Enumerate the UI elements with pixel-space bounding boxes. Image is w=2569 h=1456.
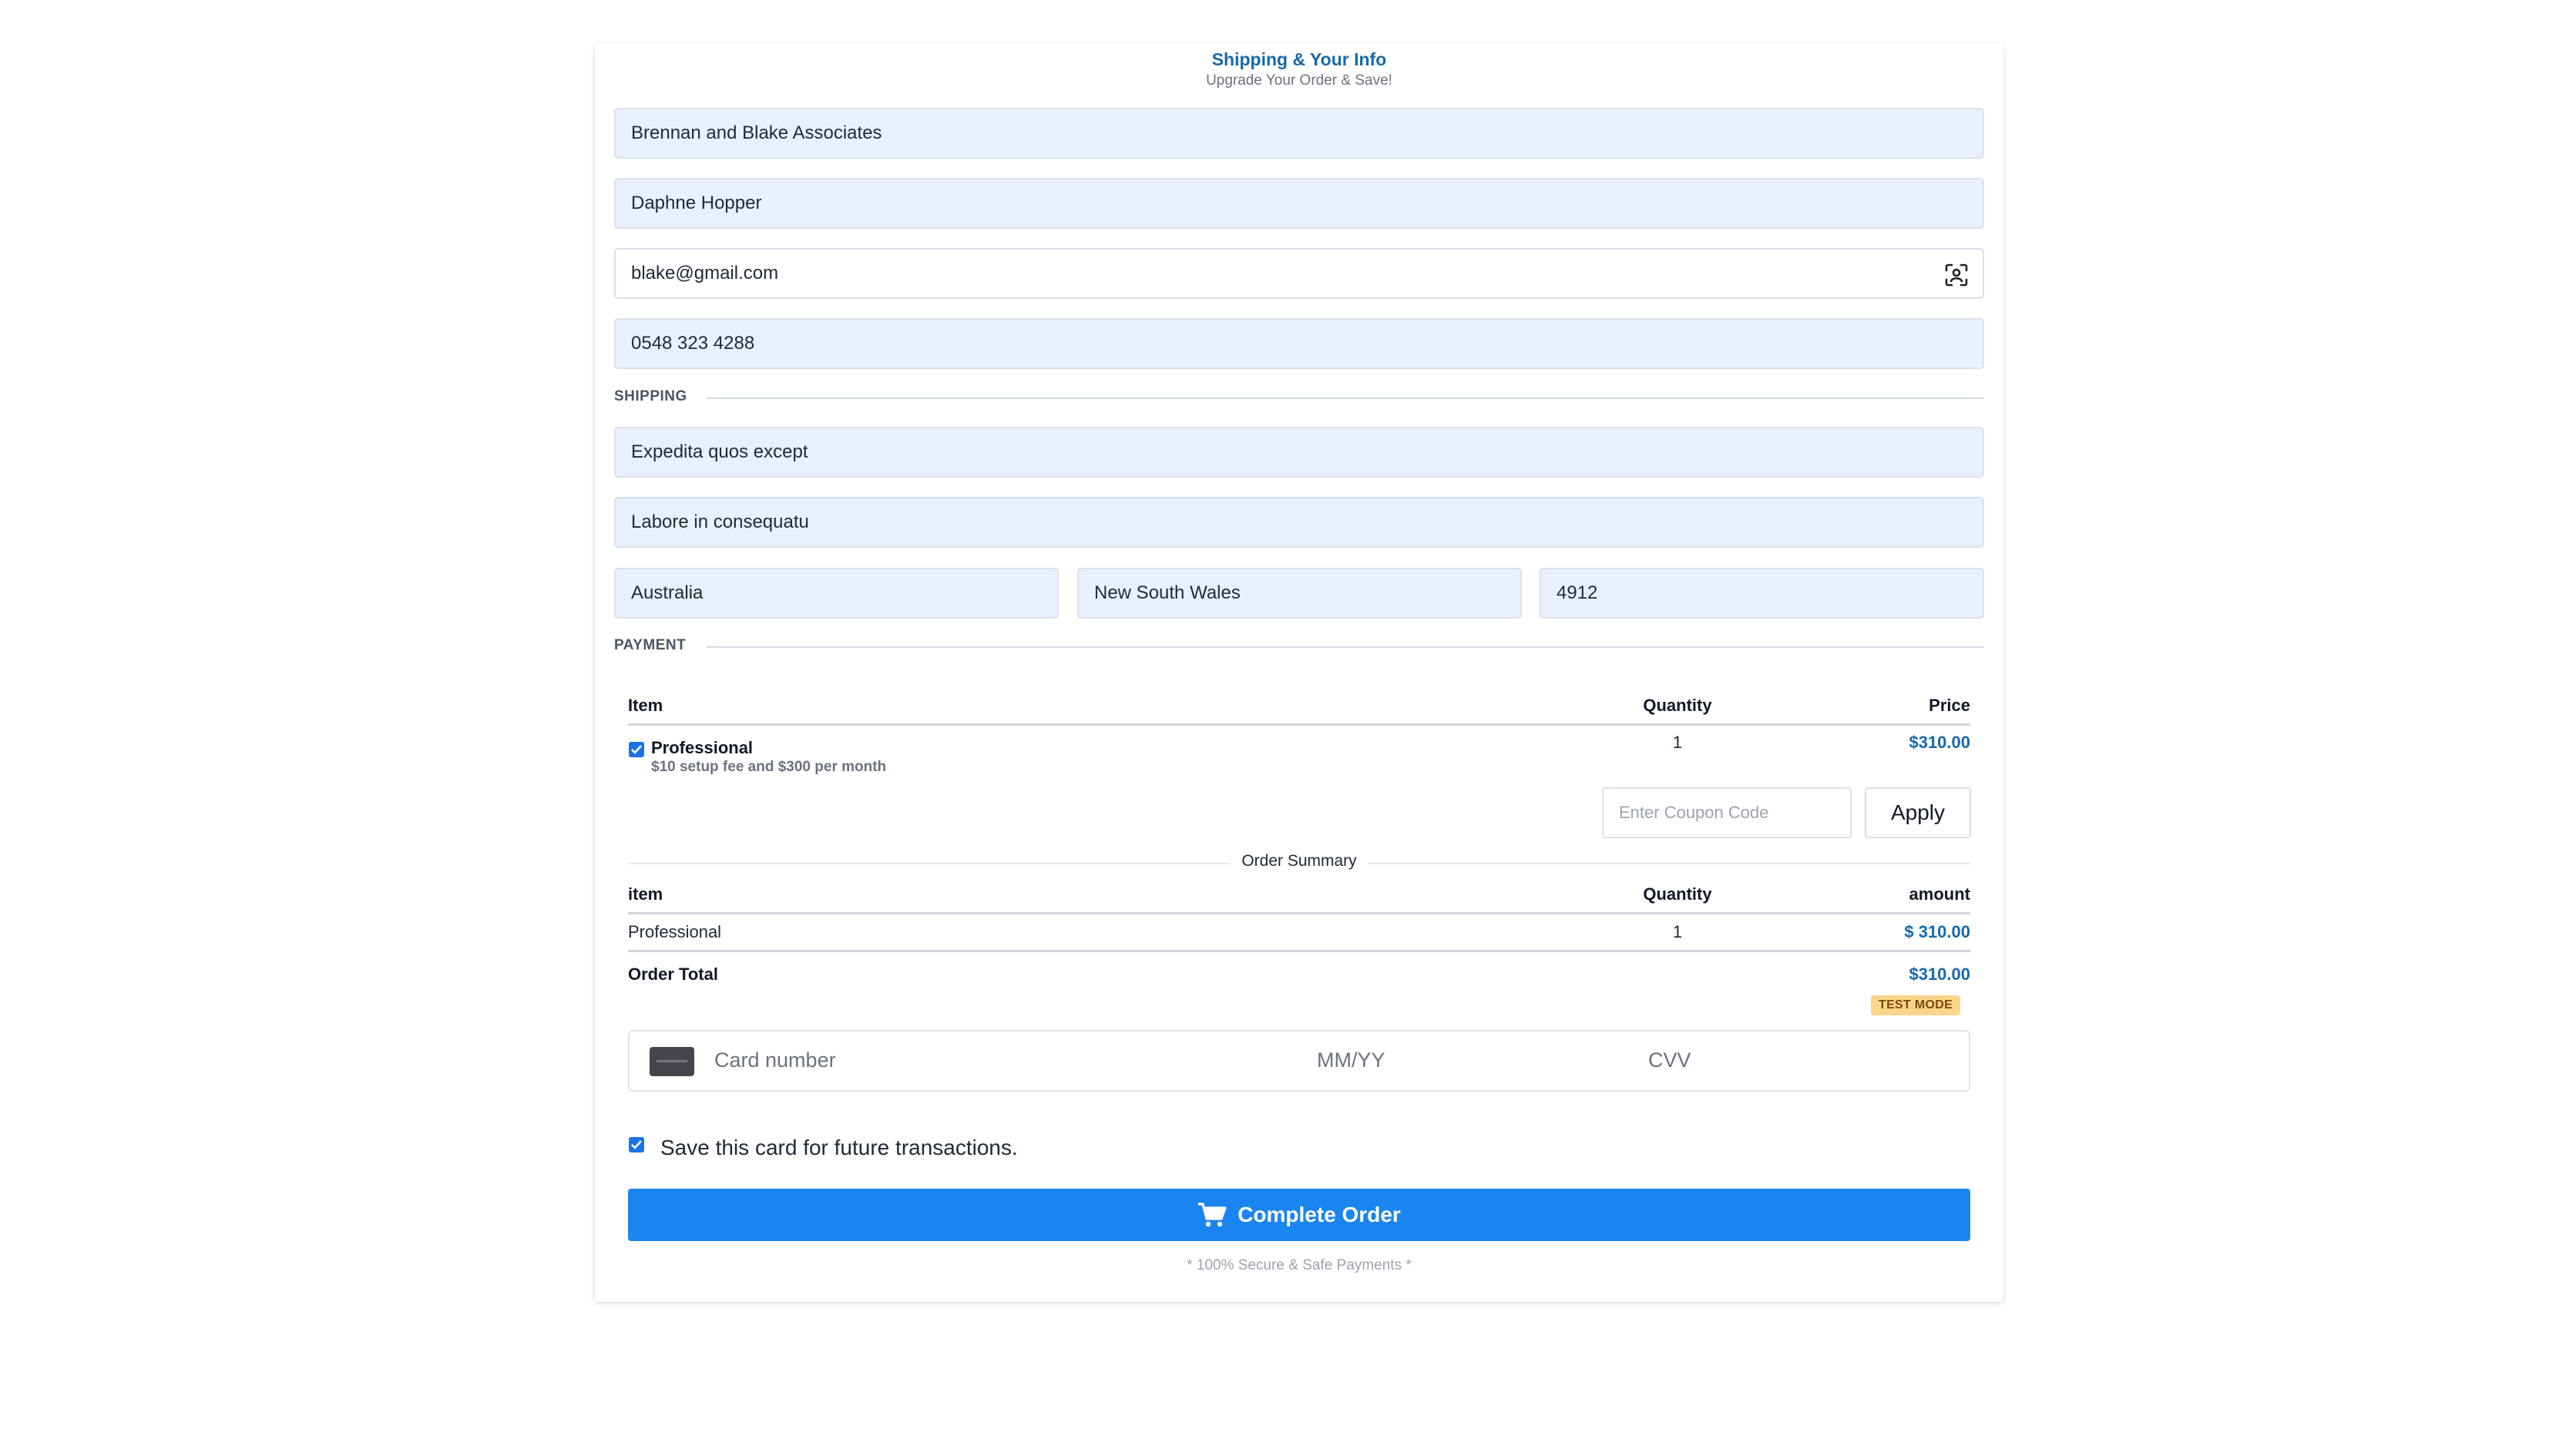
summary-row-item: Professional bbox=[628, 922, 722, 941]
summary-header-rule bbox=[628, 912, 1970, 914]
phone-value: 0548 323 4288 bbox=[631, 333, 755, 354]
postcode-value: 4912 bbox=[1557, 582, 1598, 603]
payment-section-label: PAYMENT bbox=[614, 637, 687, 653]
card-expiry-input[interactable]: MM/YY bbox=[1317, 1048, 1385, 1072]
form-title: Shipping & Your Info bbox=[1211, 49, 1387, 69]
phone-field[interactable] bbox=[614, 318, 1984, 369]
product-checkbox[interactable] bbox=[629, 742, 644, 757]
product-name: Professional bbox=[651, 738, 754, 757]
shipping-section-label: SHIPPING bbox=[614, 388, 687, 404]
address-line1-value: Expedita quos except bbox=[631, 441, 808, 462]
state-value: New South Wales bbox=[1094, 582, 1241, 603]
item-column-header: Item bbox=[628, 696, 663, 715]
card-number-input[interactable]: Card number bbox=[714, 1048, 836, 1072]
quantity-column-header: Quantity bbox=[1643, 696, 1712, 715]
shipping-divider bbox=[707, 398, 1984, 399]
address-line2-field[interactable] bbox=[614, 497, 1984, 548]
email-value: blake@gmail.com bbox=[631, 263, 779, 283]
table-header-rule bbox=[628, 723, 1970, 726]
postcode-field[interactable] bbox=[1540, 568, 1984, 619]
apply-coupon-button[interactable]: Apply bbox=[1865, 787, 1971, 838]
product-description: $10 setup fee and $300 per month bbox=[651, 759, 887, 775]
coupon-placeholder: Enter Coupon Code bbox=[1619, 803, 1769, 822]
price-column-header: Price bbox=[1929, 696, 1970, 715]
test-mode-badge: TEST MODE bbox=[1871, 995, 1960, 1015]
card-cvv-input[interactable]: CVV bbox=[1648, 1048, 1691, 1072]
product-quantity: 1 bbox=[1672, 733, 1683, 752]
coupon-input[interactable] bbox=[1602, 787, 1852, 838]
card-input-box[interactable] bbox=[628, 1030, 1970, 1092]
save-card-label: Save this card for future transactions. bbox=[660, 1136, 1018, 1159]
summary-row-amount: $ 310.00 bbox=[1904, 922, 1970, 941]
face-scan-icon[interactable] bbox=[1944, 263, 1969, 287]
full-name-value: Daphne Hopper bbox=[631, 193, 762, 213]
country-field[interactable] bbox=[614, 568, 1059, 619]
summary-amount-header: amount bbox=[1909, 884, 1970, 904]
address-line1-field[interactable] bbox=[614, 427, 1984, 478]
complete-order-label: Complete Order bbox=[1237, 1203, 1401, 1226]
country-value: Australia bbox=[631, 582, 704, 603]
order-total-label: Order Total bbox=[628, 965, 718, 984]
company-value: Brennan and Blake Associates bbox=[631, 122, 882, 143]
credit-card-icon bbox=[650, 1047, 694, 1076]
summary-quantity-header: Quantity bbox=[1643, 884, 1712, 904]
checkout-card bbox=[595, 43, 2003, 1302]
product-price: $310.00 bbox=[1909, 733, 1970, 752]
order-summary-label: Order Summary bbox=[595, 852, 2003, 871]
company-field[interactable] bbox=[614, 108, 1984, 159]
summary-item-header: item bbox=[628, 884, 663, 904]
payment-divider bbox=[707, 646, 1984, 648]
secure-payments-note: * 100% Secure & Safe Payments * bbox=[1187, 1257, 1412, 1273]
order-total-value: $310.00 bbox=[1909, 965, 1970, 984]
summary-total-rule bbox=[628, 950, 1970, 952]
address-line2-value: Labore in consequatu bbox=[631, 512, 809, 532]
save-card-checkbox[interactable] bbox=[629, 1137, 644, 1152]
form-subtitle: Upgrade Your Order & Save! bbox=[1206, 72, 1392, 89]
summary-row-quantity: 1 bbox=[1672, 922, 1683, 941]
complete-order-button[interactable] bbox=[628, 1189, 1970, 1241]
state-field[interactable] bbox=[1077, 568, 1522, 619]
shopping-cart-icon bbox=[1197, 1202, 1227, 1228]
email-field[interactable] bbox=[614, 248, 1984, 299]
full-name-field[interactable] bbox=[614, 178, 1984, 229]
